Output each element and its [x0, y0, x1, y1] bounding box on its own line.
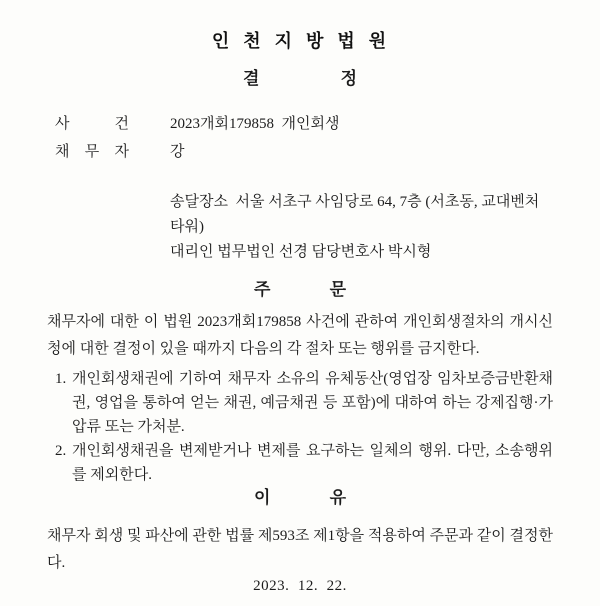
- order-item-2-number: 2.: [55, 443, 67, 459]
- order-heading-text: 주 문: [254, 280, 346, 299]
- order-item-1-number: 1.: [55, 371, 67, 387]
- order-item-1: [55, 367, 553, 439]
- order-item-1-text: 개인회생채권에 기하여 채무자 소유의 유체동산(영업장 임차보증금반환채권, 영업을 통하여 얻는 채권, 예금채권 등 포함)에 대하여 하는 강제집행·가압류 또는 가처분.: [72, 371, 553, 435]
- case-info-section: [47, 110, 553, 166]
- reason-heading: [47, 487, 553, 509]
- debtor-value: 강: [170, 144, 185, 160]
- order-item-list: [55, 367, 553, 487]
- reason-paragraph: 채무자 회생 및 파산에 관한 법률 제593조 제1항을 적용하여 주문과 같이 결정한다.: [47, 528, 553, 571]
- case-number-row: [47, 110, 553, 138]
- party-details-section: [170, 190, 553, 265]
- order-heading: [47, 279, 553, 301]
- attorney-line: 대리인 법무법인 선경 담당변호사 박시형: [170, 244, 432, 260]
- case-number-label: 사 건: [55, 116, 129, 132]
- court-name-title: 인 천 지 방 법 원: [211, 31, 389, 51]
- order-item-2-text: 개인회생채권을 변제받거나 변제를 요구하는 일체의 행위. 다만, 소송행위를 제외한다.: [72, 443, 553, 483]
- order-item-2: [55, 439, 553, 487]
- service-address-line: 송달장소 서울 서초구 사임당로 64, 7층 (서초동, 교대벤처타워): [170, 194, 540, 235]
- decision-title-text: 결 정: [243, 69, 357, 88]
- decision-date: 2023. 12. 22.: [253, 578, 347, 594]
- reason-heading-text: 이 유: [254, 488, 346, 507]
- debtor-label: 채 무 자: [55, 144, 129, 160]
- case-number-value: 2023개회179858 개인회생: [170, 116, 340, 132]
- decision-title: [47, 68, 553, 90]
- debtor-row: [47, 138, 553, 166]
- order-paragraph: 채무자에 대한 이 법원 2023개회179858 사건에 관하여 개인회생절차의 개시신청에 대한 결정이 있을 때까지 다음의 각 절차 또는 행위를 금지한다.: [47, 314, 553, 357]
